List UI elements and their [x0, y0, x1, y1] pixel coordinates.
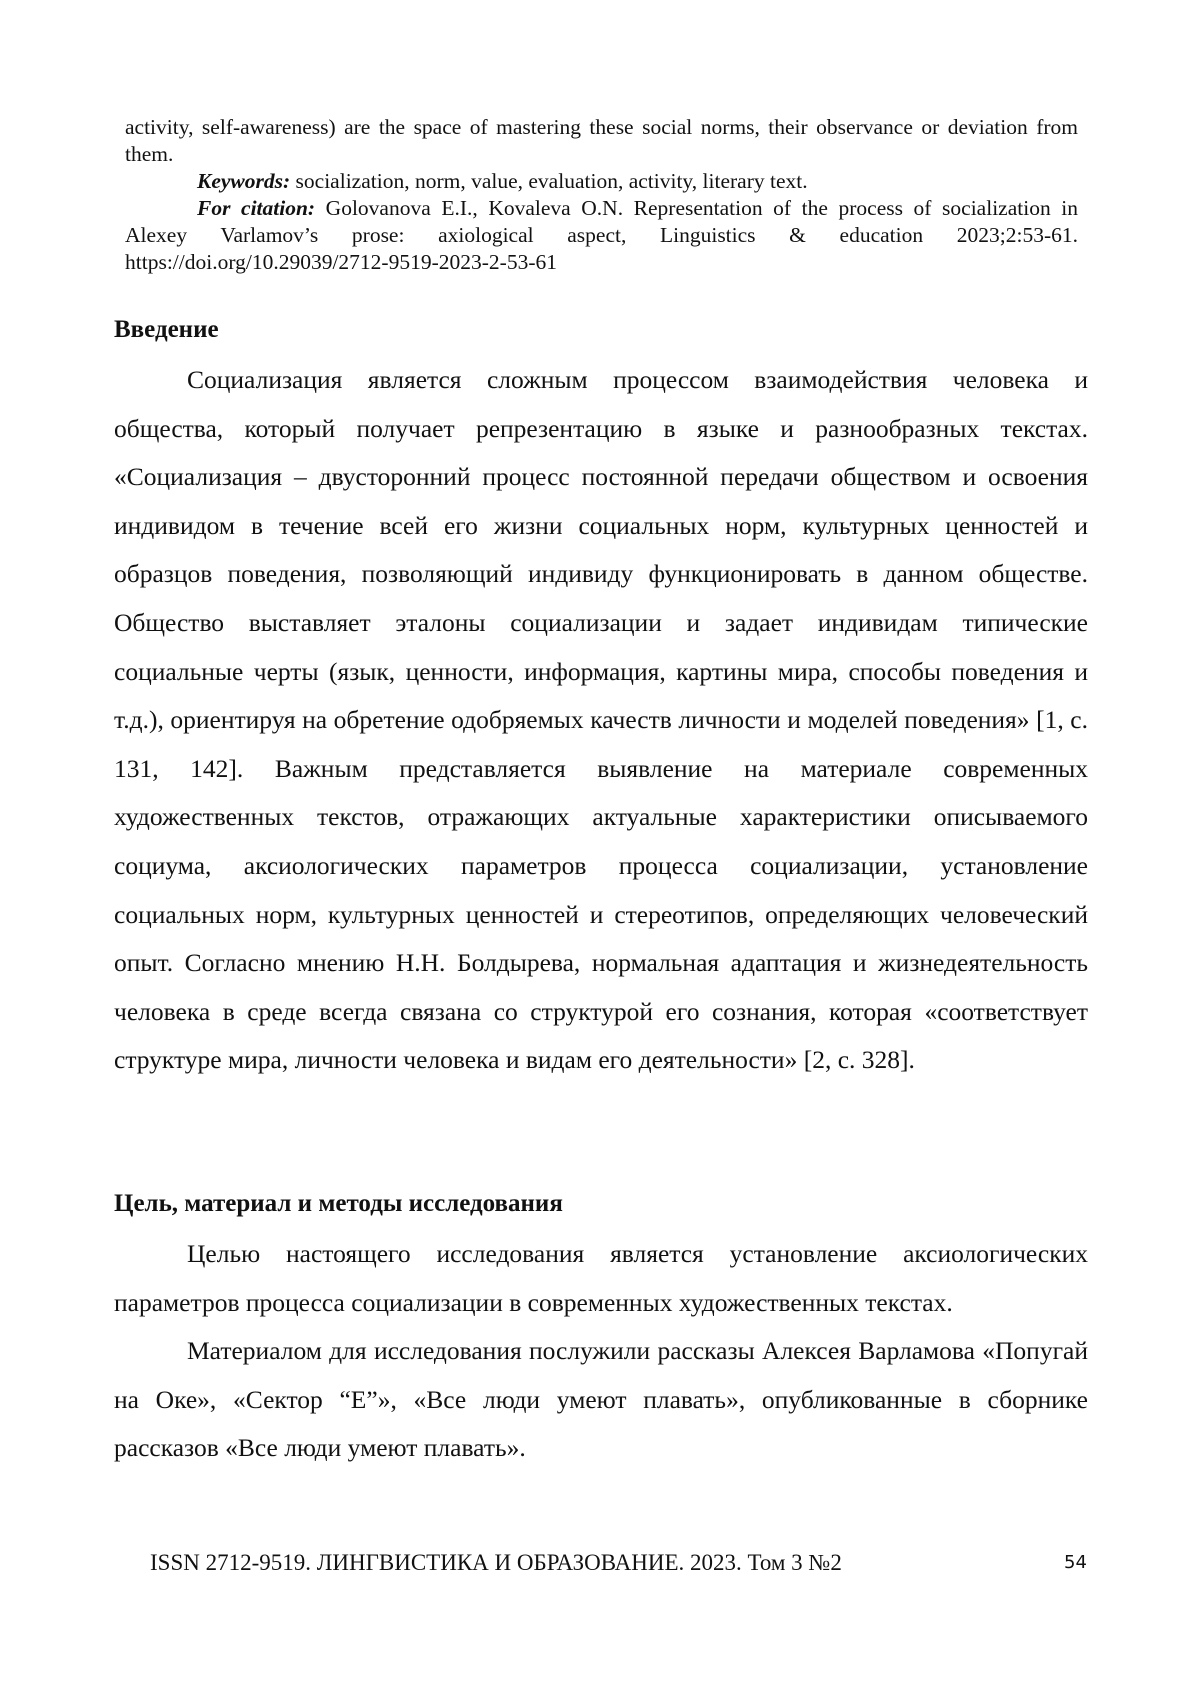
- citation-label: For citation:: [197, 196, 316, 220]
- journal-footer: ISSN 2712-9519. ЛИНГВИСТИКА И ОБРАЗОВАНИЕ. 2023. Том 3 №2: [150, 1550, 842, 1575]
- section-heading-introduction: Введение: [114, 316, 219, 343]
- citation-line: [125, 195, 1078, 276]
- abstract-block: [125, 114, 1078, 276]
- keywords-label: Keywords:: [197, 169, 291, 193]
- goals-methods-body: [114, 1230, 1088, 1473]
- page-number: 54: [1064, 1552, 1087, 1573]
- keywords-line: [125, 168, 1078, 195]
- keywords-text: socialization, norm, value, evaluation, activity, literary text.: [290, 169, 808, 193]
- abstract-continuation: activity, self-awareness) are the space of mastering these social norms, their observance or deviation from them.: [125, 115, 1078, 166]
- introduction-body: [114, 356, 1088, 1085]
- material-paragraph: Материалом для исследования послужили рассказы Алексея Варламова «Попугай на Оке», «Сектор “Е”», «Все люди умеют плавать», опубликованные в сборнике рассказов «Все люди умеют плавать».: [114, 1336, 1088, 1463]
- citation-text: Golovanova E.I., Kovaleva O.N. Representation of the process of socialization in Alexey Varlamov’s prose: axiological aspect, Linguistics & education 2023;2:53-61. https://doi.org/10.29039/2712-9519-2023-2-53-61: [125, 196, 1078, 274]
- goal-paragraph: Целью настоящего исследования является установление аксиологических параметров процесса социализации в современных художественных текстах.: [114, 1239, 1088, 1317]
- introduction-paragraph: Социализация является сложным процессом взаимодействия человека и общества, который получает репрезентацию в языке и разнообразных текстах. «Социализация – двусторонний процесс постоянной передачи обществом и освоения индивидом в течение всей его жизни социальных норм, культурных ценностей и образцов поведения, позволяющий индивиду функционировать в данном обществе. Общество выставляет эталоны социализации и задает индивидам типические социальные черты (язык, ценности, информация, картины мира, способы поведения и т.д.), ориентируя на обретение одобряемых качеств личности и моделей поведения» [1, с. 131, 142]. Важным представляется выявление на материале современных художественных текстов, отражающих актуальные характеристики описываемого социума, аксиологических параметров процесса социализации, установление социальных норм, культурных ценностей и стереотипов, определяющих человеческий опыт. Согласно мнению Н.Н. Болдырева, нормальная адаптация и жизнедеятельность человека в среде всегда связана со структурой его сознания, которая «соответствует структуре мира, личности человека и видам его деятельности» [2, с. 328].: [114, 365, 1088, 1075]
- section-heading-goals-methods: Цель, материал и методы исследования: [114, 1190, 563, 1217]
